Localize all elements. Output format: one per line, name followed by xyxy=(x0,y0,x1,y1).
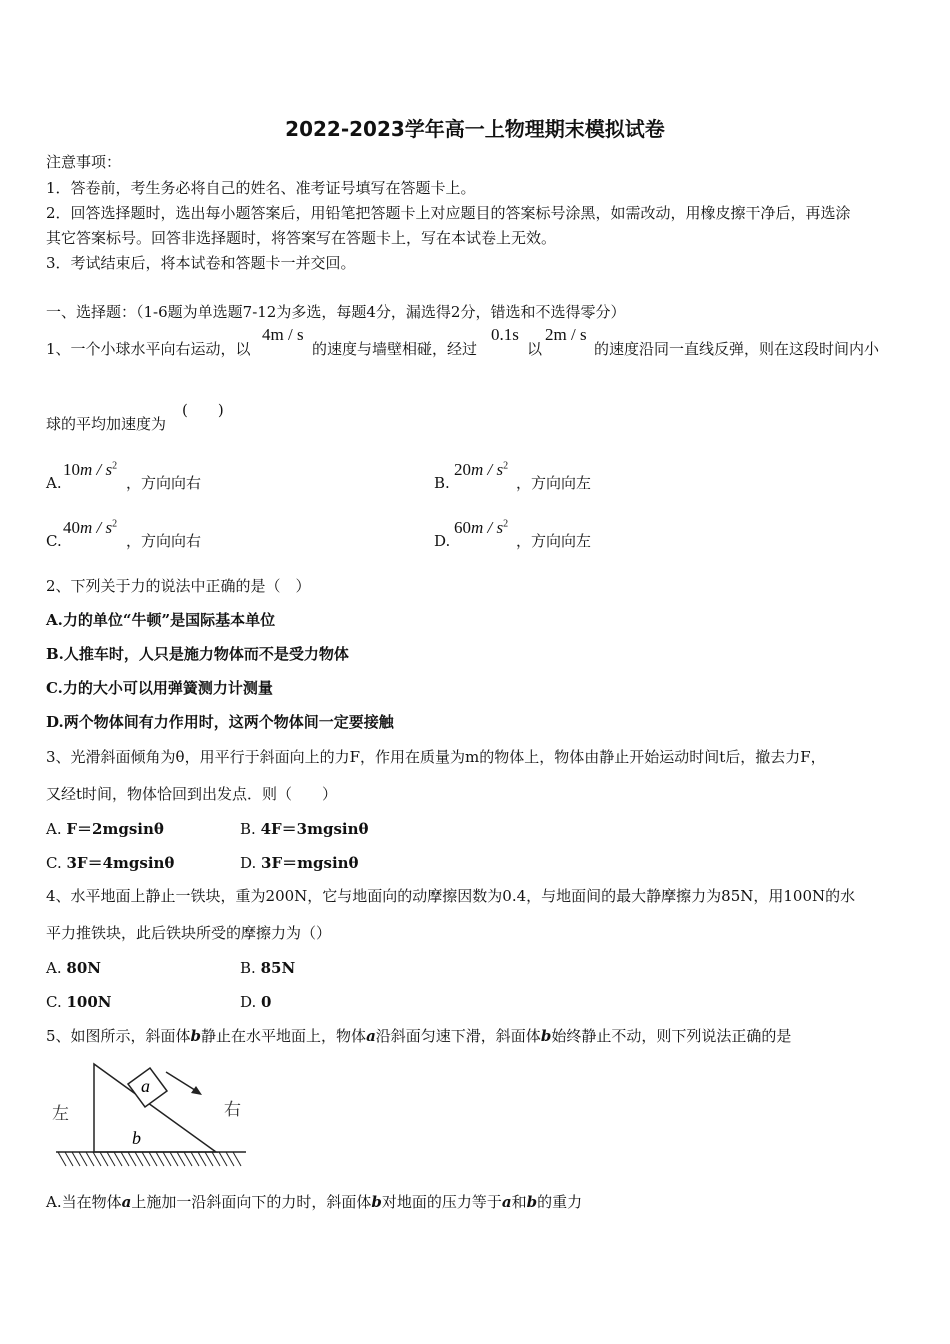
q1-option-a-label: A. xyxy=(46,474,62,492)
q1-option-b-text: ，方向向左 xyxy=(516,474,592,492)
q1-text-line2: 球的平均加速度为 xyxy=(46,415,167,433)
q1-option-b-value: $20m / s^2$ xyxy=(454,460,509,479)
notice-item-1: 1．答卷前，考生务必将自己的姓名、准考证号填写在答题卡上。 xyxy=(46,179,476,197)
q4-option-d: D. 0 xyxy=(240,993,272,1011)
q4-stem-2: 平力推铁块，此后铁块所受的摩擦力为（） xyxy=(46,924,332,942)
q3-option-c: C. 3F＝4mgsinθ xyxy=(46,854,175,872)
q2-option-d: D.两个物体间有力作用时，这两个物体间一定要接触 xyxy=(46,713,394,731)
q1-option-d-text: ，方向向左 xyxy=(516,532,592,550)
q1-rebound-speed: 2m / s xyxy=(545,325,587,344)
q2-option-a: A.力的单位“牛顿”是国际基本单位 xyxy=(46,611,276,629)
q1-text-2: 的速度与墙壁相碰，经过 xyxy=(312,340,478,358)
q1-option-a-text: ，方向向右 xyxy=(126,474,202,492)
q2-option-c: C.力的大小可以用弹簧测力计测量 xyxy=(46,679,273,697)
q1-option-d-label: D. xyxy=(434,532,451,550)
q3-option-a: A. F＝2mgsinθ xyxy=(46,820,164,838)
q1-option-b-label: B. xyxy=(434,474,450,492)
notice-item-2: 2．回答选择题时，选出每小题答案后，用铅笔把答题卡上对应题目的答案标号涂黑，如需改动，用橡皮擦干净后，再选涂 xyxy=(46,204,851,222)
q4-option-a: A. 80N xyxy=(46,959,101,977)
q3-stem-2: 又经t时间，物体恰回到出发点．则（ ） xyxy=(46,785,338,803)
q1-answer-paren: ( ) xyxy=(182,401,224,419)
q1-text-4: 的速度沿同一直线反弹，则在这段时间内小 xyxy=(594,340,880,358)
left-label: 左 xyxy=(52,1104,69,1124)
q5-option-a: A.当在物体a上施加一沿斜面向下的力时，斜面体b对地面的压力等于a和b的重力 xyxy=(46,1193,583,1211)
page-title: 2022-2023学年高一上物理期末模拟试卷 xyxy=(285,117,665,141)
q1-option-d-value: $60m / s^2$ xyxy=(454,518,509,537)
q1-option-c-value: $40m / s^2$ xyxy=(63,518,118,537)
q1-text-1: 1、一个小球水平向右运动，以 xyxy=(46,340,251,358)
q4-option-b: B. 85N xyxy=(240,959,296,977)
q1-option-c-label: C. xyxy=(46,532,62,550)
right-label: 右 xyxy=(224,1100,241,1120)
q5-stem: 5、如图所示，斜面体b静止在水平地面上，物体a沿斜面匀速下滑，斜面体b始终静止不动，则下列说法正确的是 xyxy=(46,1027,792,1045)
q1-initial-speed: 4m / s xyxy=(262,325,304,344)
q4-stem-1: 4、水平地面上静止一铁块，重为200N，它与地面向的动摩擦因数为0.4，与地面间的最大静摩擦力为85N，用100N的水 xyxy=(46,887,856,905)
q3-option-d: D. 3F＝mgsinθ xyxy=(240,854,359,872)
incline-b-label: b xyxy=(132,1128,141,1148)
q1-text-3: 以 xyxy=(527,340,543,358)
q3-stem-1: 3、光滑斜面倾角为θ，用平行于斜面向上的力F，作用在质量为m的物体上，物体由静止开始运动时间t后，撤去力F， xyxy=(46,748,826,766)
q2-stem: 2、下列关于力的说法中正确的是（ ） xyxy=(46,577,311,595)
q2-option-b: B.人推车时，人只是施力物体而不是受力物体 xyxy=(46,645,349,663)
notice-heading: 注意事项： xyxy=(46,153,122,171)
notice-item-2-cont: 其它答案标号。回答非选择题时，将答案写在答题卡上，写在本试卷上无效。 xyxy=(46,229,557,247)
notice-item-3: 3．考试结束后，将本试卷和答题卡一并交回。 xyxy=(46,254,356,272)
q1-option-a-value: $10m / s^2$ xyxy=(63,460,118,479)
q4-option-c: C. 100N xyxy=(46,993,112,1011)
section-heading: 一、选择题：（1-6题为单选题7-12为多选，每题4分，漏选得2分，错选和不选得零分） xyxy=(46,303,626,321)
incline-diagram xyxy=(48,1056,258,1176)
arrow-icon xyxy=(191,1086,202,1095)
block-a-label: a xyxy=(141,1076,150,1096)
q3-option-b: B. 4F＝3mgsinθ xyxy=(240,820,369,838)
q1-option-c-text: ，方向向右 xyxy=(126,532,202,550)
q1-time: 0.1s xyxy=(491,325,519,344)
